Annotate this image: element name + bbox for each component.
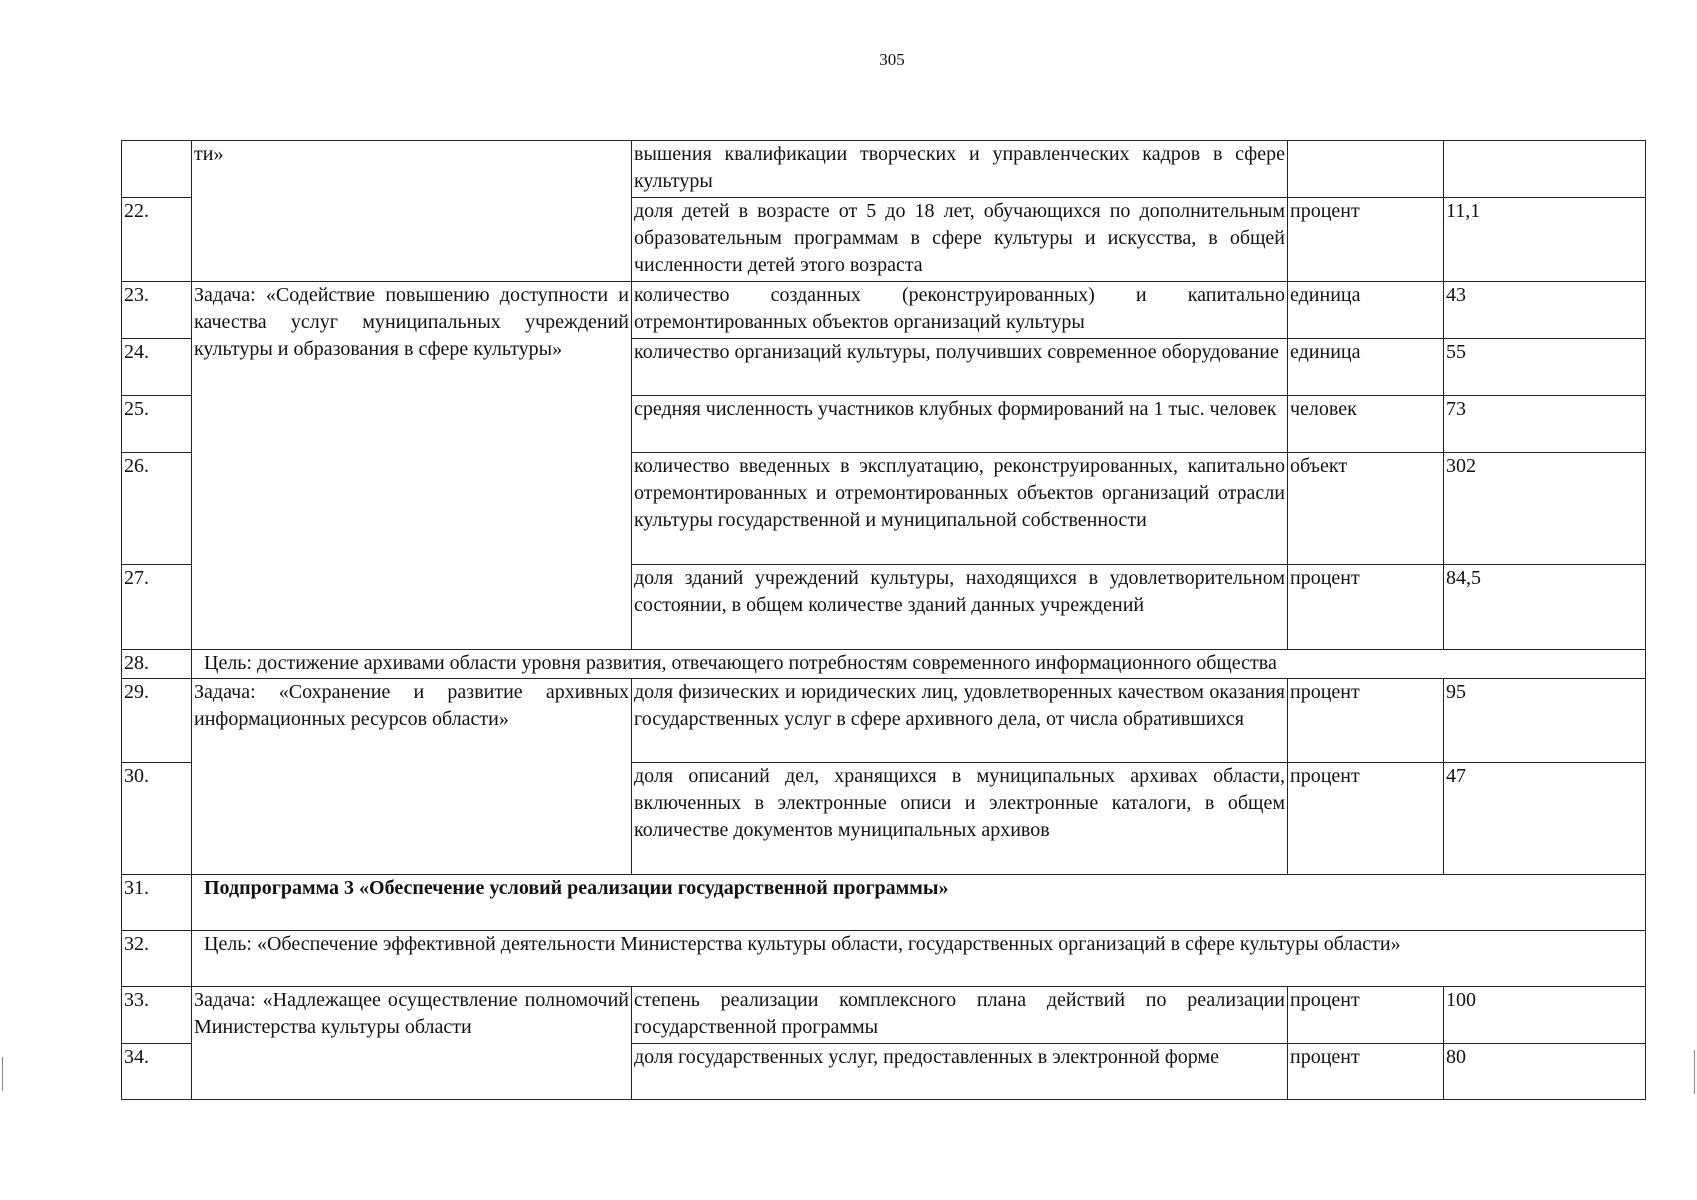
page-number: 305 (879, 50, 905, 69)
row-number: 23. (122, 282, 192, 339)
value-cell: 11,1 (1444, 198, 1646, 282)
table-row (122, 282, 1646, 339)
value-cell: 73 (1444, 396, 1646, 453)
unit-cell: человек (1288, 396, 1444, 453)
value-cell: 55 (1444, 339, 1646, 396)
unit-cell: процент (1288, 763, 1444, 875)
value-cell: 80 (1444, 1044, 1646, 1100)
value-cell (1444, 141, 1646, 198)
indicator-cell: доля зданий учреждений культуры, находящихся в удовлетворительном состоянии, в общем количестве зданий данных учреждений (632, 565, 1288, 650)
task-cell: Задача: «Сохранение и развитие архивных информационных ресурсов области» (192, 679, 632, 875)
unit-cell: процент (1288, 565, 1444, 650)
value-cell: 100 (1444, 987, 1646, 1044)
unit-cell: процент (1288, 1044, 1444, 1100)
table-row (122, 931, 1646, 987)
indicator-cell: средняя численность участников клубных формирований на 1 тыс. человек (632, 396, 1288, 453)
row-number: 27. (122, 565, 192, 650)
indicator-cell: доля государственных услуг, предоставленных в электронной форме (632, 1044, 1288, 1100)
table-row (122, 875, 1646, 931)
row-number: 31. (122, 875, 192, 931)
indicator-cell: количество созданных (реконструированных) и капитально отремонтированных объектов организаций культуры (632, 282, 1288, 339)
row-number (122, 141, 192, 198)
goal-cell: Цель: достижение архивами области уровня развития, отвечающего потребностям современного информационного общества (192, 650, 1646, 679)
goal-cell: Цель: «Обеспечение эффективной деятельности Министерства культуры области, государственных организаций в сфере культуры области» (192, 931, 1646, 987)
row-number: 34. (122, 1044, 192, 1100)
indicator-cell: доля детей в возрасте от 5 до 18 лет, обучающихся по дополнительным образовательным программам в сфере культуры и искусства, в общей численности детей этого возраста (632, 198, 1288, 282)
row-number: 24. (122, 339, 192, 396)
row-number: 22. (122, 198, 192, 282)
table-row (122, 141, 1646, 198)
unit-cell: единица (1288, 339, 1444, 396)
unit-cell: процент (1288, 987, 1444, 1044)
value-cell: 302 (1444, 453, 1646, 565)
table-row (122, 650, 1646, 679)
row-number: 29. (122, 679, 192, 763)
indicator-cell: доля физических и юридических лиц, удовлетворенных качеством оказания государственных услуг в сфере архивного дела, от числа обратившихся (632, 679, 1288, 763)
unit-cell: единица (1288, 282, 1444, 339)
row-number: 32. (122, 931, 192, 987)
value-cell: 84,5 (1444, 565, 1646, 650)
value-cell: 95 (1444, 679, 1646, 763)
row-number: 28. (122, 650, 192, 679)
subprogram-heading: Подпрограмма 3 «Обеспечение условий реализации государственной программы» (192, 875, 1646, 931)
unit-cell: объект (1288, 453, 1444, 565)
table-row (122, 987, 1646, 1044)
row-number: 33. (122, 987, 192, 1044)
indicators-table (121, 140, 1646, 1100)
row-number: 26. (122, 453, 192, 565)
table-row (122, 679, 1646, 763)
row-number: 30. (122, 763, 192, 875)
unit-cell: процент (1288, 198, 1444, 282)
unit-cell (1288, 141, 1444, 198)
value-cell: 47 (1444, 763, 1646, 875)
task-cell: Задача: «Надлежащее осуществление полномочий Министерства культуры области (192, 987, 632, 1100)
row-number: 25. (122, 396, 192, 453)
indicator-cell: доля описаний дел, хранящихся в муниципальных архивах области, включенных в электронные описи и электронные каталоги, в общем количестве документов муниципальных архивов (632, 763, 1288, 875)
task-cell: Задача: «Содействие повышению доступности и качества услуг муниципальных учреждений культуры и образования в сфере культуры» (192, 282, 632, 650)
indicator-cell: количество введенных в эксплуатацию, реконструированных, капитально отремонтированных и отремонтированных объектов организаций отрасли культуры государственной и муниципальной собственности (632, 453, 1288, 565)
task-cell: ти» (192, 141, 632, 282)
unit-cell: процент (1288, 679, 1444, 763)
value-cell: 43 (1444, 282, 1646, 339)
scan-edge-mark-right (1694, 1050, 1695, 1094)
scan-edge-mark-left (2, 1057, 3, 1091)
indicator-cell: вышения квалификации творческих и управленческих кадров в сфере культуры (632, 141, 1288, 198)
indicator-cell: количество организаций культуры, получивших современное оборудование (632, 339, 1288, 396)
indicator-cell: степень реализации комплексного плана действий по реализации государственной программы (632, 987, 1288, 1044)
